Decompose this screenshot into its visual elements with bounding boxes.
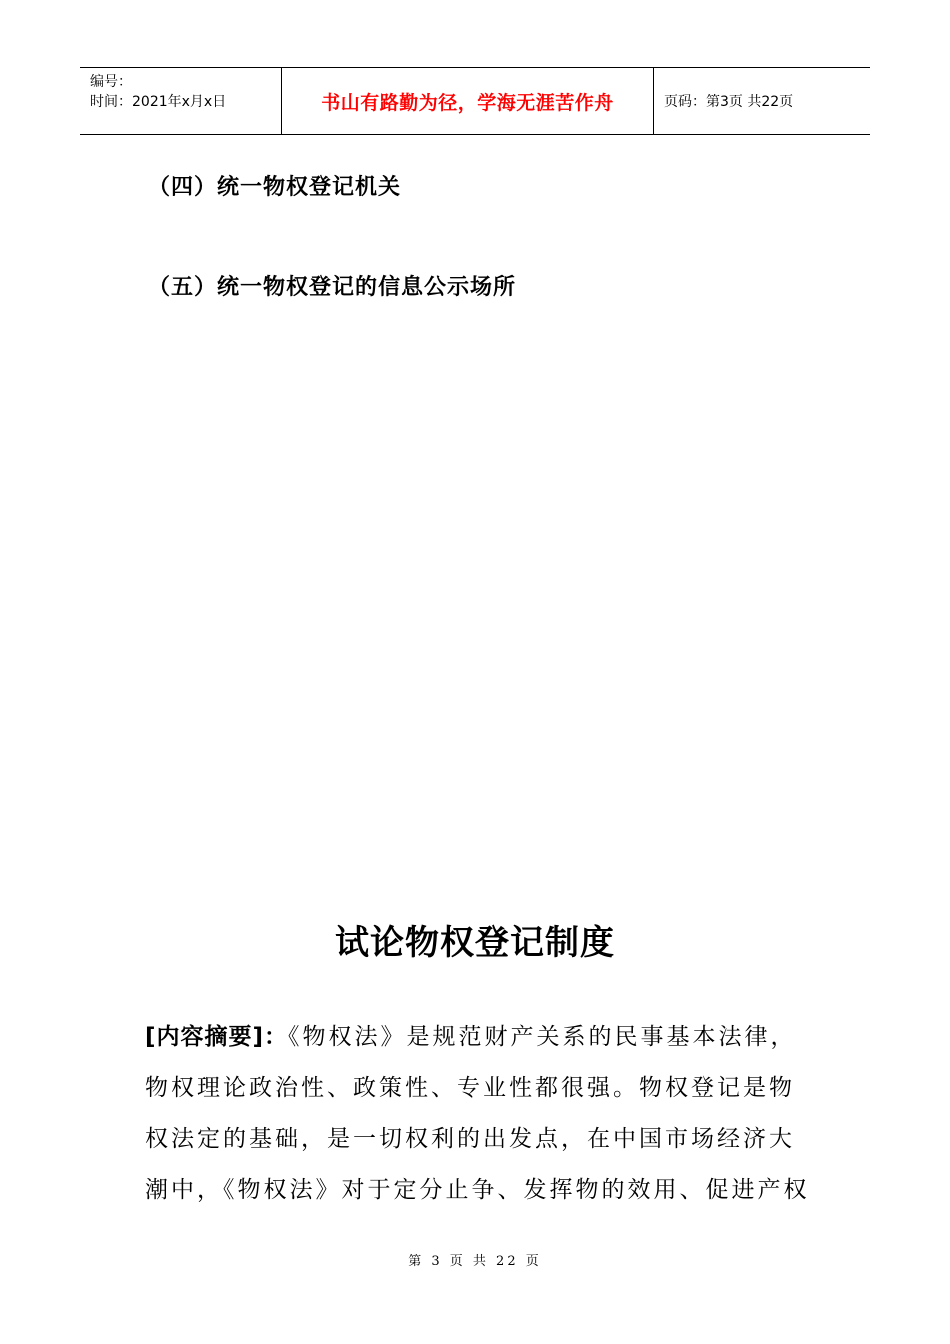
header-meta-cell bbox=[80, 68, 282, 134]
page-footer: 第 3 页 共 22 页 bbox=[408, 1254, 542, 1269]
abstract-line-text: 《物权法》是规范财产关系的民事基本法律， bbox=[288, 1024, 797, 1050]
abstract-line-2: 物权理论政治性、政策性、专业性都很强。物权登记是物 bbox=[145, 1075, 795, 1101]
document-header bbox=[80, 67, 870, 135]
abstract-line-4: 潮中，《物权法》对于定分止争、发挥物的效用、促进产权 bbox=[145, 1177, 810, 1203]
abstract-line-3: 权法定的基础，是一切权利的出发点，在中国市场经济大 bbox=[145, 1126, 795, 1152]
abstract-line-1 bbox=[145, 1012, 845, 1063]
header-motto: 书山有路勤为径，学海无涯苦作舟 bbox=[282, 68, 654, 134]
section-heading-4: （四）统一物权登记机关 bbox=[148, 175, 402, 200]
abstract-paragraph bbox=[145, 1012, 845, 1216]
section-heading-5: （五）统一物权登记的信息公示场所 bbox=[148, 275, 517, 300]
time-label: 时间：2021年x月x日 bbox=[90, 94, 227, 110]
header-page-info: 页码：第3页 共22页 bbox=[664, 94, 794, 110]
number-label: 编号： bbox=[90, 74, 132, 90]
abstract-label: [内容摘要]： bbox=[145, 1024, 289, 1050]
article-title: 试论物权登记制度 bbox=[335, 923, 615, 963]
